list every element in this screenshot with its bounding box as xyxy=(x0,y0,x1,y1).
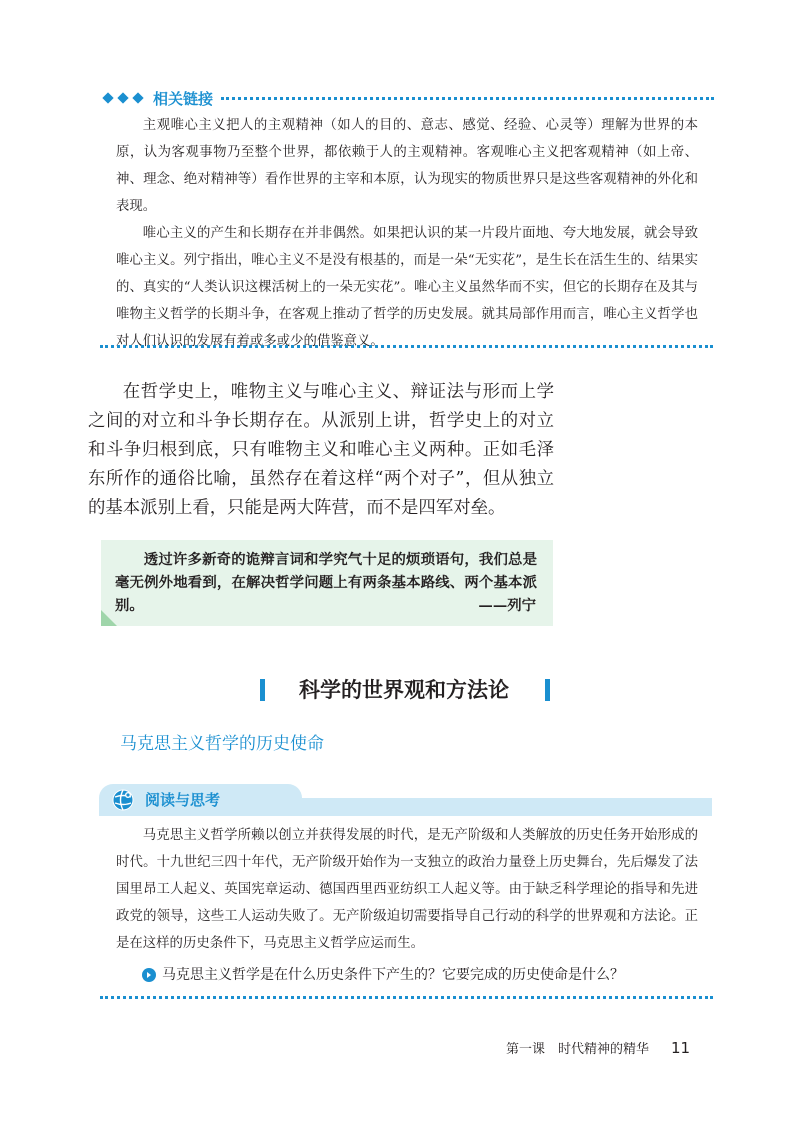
chapter-title: 第一课 时代精神的精华 xyxy=(506,1042,650,1057)
page-number: 11 xyxy=(671,1038,691,1057)
related-links-header xyxy=(104,88,714,108)
diamond-icon xyxy=(132,92,143,103)
body-paragraph: 在哲学史上，唯物主义与唯心主义、辩证法与形而上学之间的对立和斗争长期存在。从派别上讲，哲学史上的对立和斗争归根到底，只有唯物主义和唯心主义两种。正如毛泽东所作的通俗比喻，虽然存在着这样“两个对子”，但从独立的基本派别上看，只能是两大阵营，而不是四军对垒。 xyxy=(88,382,554,518)
reading-question xyxy=(142,964,624,986)
related-links-paragraph: 主观唯心主义把人的主观精神（如人的目的、意志、感觉、经验、心灵等）理解为世界的本原，认为客观事物乃至整个世界，都依赖于人的主观精神。客观唯心主义把客观精神（如上帝、神、理念、绝对精神等）看作世界的主宰和本原，认为现实的物质世界只是这些客观精神的外化和表现。 xyxy=(116,118,698,214)
question-text: 马克思主义哲学是在什么历史条件下产生的？它要完成的历史使命是什么？ xyxy=(162,967,624,983)
reading-title: 阅读与思考 xyxy=(145,791,221,809)
page-footer xyxy=(506,1038,690,1057)
related-links-body xyxy=(116,112,698,355)
arrow-right-icon xyxy=(142,968,156,982)
reading-body xyxy=(116,822,698,957)
diamond-icon xyxy=(117,92,128,103)
related-links-title: 相关链接 xyxy=(153,89,214,108)
related-links-paragraph: 唯心主义的产生和长期存在并非偶然。如果把认识的某一片段片面地、夸大地发展，就会导致唯心主义。列宁指出，唯心主义不是没有根基的，而是一朵“无实花”，是生长在活生生的、结果实的、真实的“人类认识这棵活树上的一朵无实花”。唯心主义虽然华而不实，但它的长期存在及其与唯物主义哲学的长期斗争，在客观上推动了哲学的历史发展。就其局部作用而言，唯心主义哲学也对人们认识的发展有着或多或少的借鉴意义。 xyxy=(116,226,698,349)
subsection-title: 马克思主义哲学的历史使命 xyxy=(120,734,324,754)
section-title: 科学的世界观和方法论 xyxy=(299,678,509,702)
main-text xyxy=(88,378,554,523)
quote-paragraph: 透过许多新奇的诡辩言词和学究气十足的烦琐语句，我们总是毫无例外地看到，在解决哲学问题上有两条基本路线、两个基本派别。 xyxy=(115,551,537,614)
dotted-divider xyxy=(100,996,713,999)
reading-paragraph: 马克思主义哲学所赖以创立并获得发展的时代，是无产阶级和人类解放的历史任务开始形成的时代。十九世纪三四十年代，无产阶级开始作为一支独立的政治力量登上历史舞台，先后爆发了法国里昂工人起义、英国宪章运动、德国西里西亚纺织工人起义等。由于缺乏科学理论的指导和先进政党的领导，这些工人运动失败了。无产阶级迫切需要指导自己行动的科学的世界观和方法论。正是在这样的历史条件下，马克思主义哲学应运而生。 xyxy=(116,828,698,951)
dotted-divider xyxy=(221,97,714,100)
dotted-divider xyxy=(100,345,713,348)
title-bar-right xyxy=(545,679,550,701)
quote-author: ——列宁 xyxy=(478,597,536,614)
title-bar-left xyxy=(260,679,265,701)
diamond-icon xyxy=(102,92,113,103)
reading-globe-icon xyxy=(111,788,135,812)
